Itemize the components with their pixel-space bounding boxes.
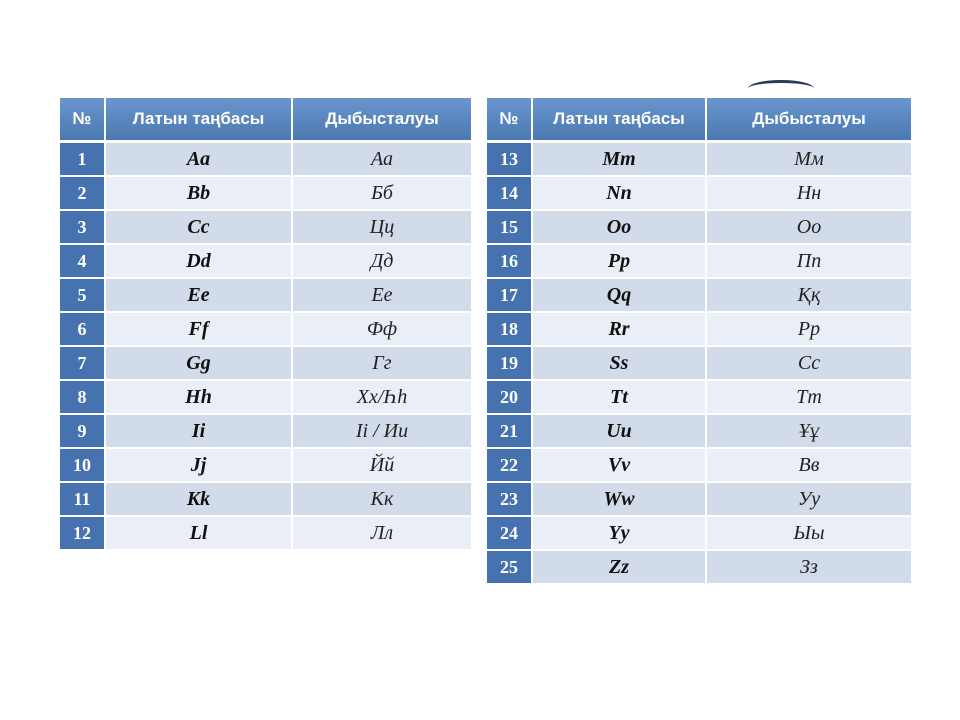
- table-row: [60, 245, 471, 279]
- latin-letter: Yy: [533, 517, 707, 551]
- table-row: [60, 517, 471, 551]
- latin-letter: Tt: [533, 381, 707, 415]
- row-number: 6: [60, 313, 106, 347]
- header-sound: Дыбысталуы: [707, 98, 911, 143]
- row-number: 8: [60, 381, 106, 415]
- latin-letter: Qq: [533, 279, 707, 313]
- row-number: 25: [487, 551, 533, 585]
- cyrillic-sound: Мм: [707, 143, 911, 177]
- cyrillic-sound: Бб: [293, 177, 471, 211]
- row-number: 10: [60, 449, 106, 483]
- cyrillic-sound: Рр: [707, 313, 911, 347]
- latin-letter: Ii: [106, 415, 293, 449]
- latin-letter: Kk: [106, 483, 293, 517]
- header-num: №: [60, 98, 106, 143]
- row-number: 14: [487, 177, 533, 211]
- cyrillic-sound: Нн: [707, 177, 911, 211]
- row-number: 22: [487, 449, 533, 483]
- header-latin: Латын таңбасы: [533, 98, 707, 143]
- latin-letter: Mm: [533, 143, 707, 177]
- latin-letter: Ll: [106, 517, 293, 551]
- cyrillic-sound: Аа: [293, 143, 471, 177]
- latin-letter: Pp: [533, 245, 707, 279]
- table-row: [487, 313, 911, 347]
- row-number: 2: [60, 177, 106, 211]
- latin-letter: Ee: [106, 279, 293, 313]
- cyrillic-sound: Гг: [293, 347, 471, 381]
- latin-letter: Hh: [106, 381, 293, 415]
- latin-letter: Oo: [533, 211, 707, 245]
- row-number: 12: [60, 517, 106, 551]
- header-row: [60, 98, 471, 143]
- latin-letter: Vv: [533, 449, 707, 483]
- table-body: [60, 143, 471, 551]
- table-row: [487, 551, 911, 585]
- cyrillic-sound: Ыы: [707, 517, 911, 551]
- cyrillic-sound: Пп: [707, 245, 911, 279]
- row-number: 24: [487, 517, 533, 551]
- row-number: 3: [60, 211, 106, 245]
- row-number: 11: [60, 483, 106, 517]
- header-sound: Дыбысталуы: [293, 98, 471, 143]
- row-number: 7: [60, 347, 106, 381]
- latin-letter: Bb: [106, 177, 293, 211]
- latin-letter: Rr: [533, 313, 707, 347]
- cyrillic-sound: Дд: [293, 245, 471, 279]
- cyrillic-sound: Хх/Һһ: [293, 381, 471, 415]
- cyrillic-sound: Тт: [707, 381, 911, 415]
- table-row: [487, 143, 911, 177]
- cyrillic-sound: Зз: [707, 551, 911, 585]
- latin-letter: Jj: [106, 449, 293, 483]
- cyrillic-sound: Уу: [707, 483, 911, 517]
- row-number: 4: [60, 245, 106, 279]
- row-number: 5: [60, 279, 106, 313]
- cyrillic-sound: Фф: [293, 313, 471, 347]
- cyrillic-sound: Цц: [293, 211, 471, 245]
- latin-letter: Ff: [106, 313, 293, 347]
- row-number: 23: [487, 483, 533, 517]
- header-row: [487, 98, 911, 143]
- header-num: №: [487, 98, 533, 143]
- cyrillic-sound: Сс: [707, 347, 911, 381]
- alphabet-table-left: [60, 98, 471, 551]
- latin-letter: Zz: [533, 551, 707, 585]
- cyrillic-sound: Вв: [707, 449, 911, 483]
- table-row: [487, 517, 911, 551]
- cyrillic-sound: Ее: [293, 279, 471, 313]
- table-row: [487, 483, 911, 517]
- cyrillic-sound: Іі / Ии: [293, 415, 471, 449]
- table-row: [487, 245, 911, 279]
- row-number: 15: [487, 211, 533, 245]
- table-row: [60, 483, 471, 517]
- row-number: 19: [487, 347, 533, 381]
- latin-letter: Ss: [533, 347, 707, 381]
- latin-letter: Gg: [106, 347, 293, 381]
- cyrillic-sound: Ұұ: [707, 415, 911, 449]
- table-row: [487, 211, 911, 245]
- row-number: 16: [487, 245, 533, 279]
- header-latin: Латын таңбасы: [106, 98, 293, 143]
- latin-letter: Nn: [533, 177, 707, 211]
- latin-letter: Ww: [533, 483, 707, 517]
- table-row: [60, 381, 471, 415]
- table-row: [60, 177, 471, 211]
- cyrillic-sound: Кк: [293, 483, 471, 517]
- cyrillic-sound: Ққ: [707, 279, 911, 313]
- table-row: [487, 347, 911, 381]
- table-row: [487, 415, 911, 449]
- latin-letter: Aa: [106, 143, 293, 177]
- row-number: 21: [487, 415, 533, 449]
- table-row: [60, 313, 471, 347]
- table-row: [487, 279, 911, 313]
- decorative-arc: [748, 80, 814, 97]
- row-number: 9: [60, 415, 106, 449]
- table-row: [60, 449, 471, 483]
- row-number: 20: [487, 381, 533, 415]
- table-row: [60, 211, 471, 245]
- table-row: [60, 143, 471, 177]
- table-row: [60, 347, 471, 381]
- cyrillic-sound: Лл: [293, 517, 471, 551]
- table-row: [487, 381, 911, 415]
- latin-letter: Uu: [533, 415, 707, 449]
- row-number: 1: [60, 143, 106, 177]
- alphabet-table-right: [487, 98, 911, 585]
- row-number: 18: [487, 313, 533, 347]
- table-row: [60, 415, 471, 449]
- latin-letter: Dd: [106, 245, 293, 279]
- cyrillic-sound: Оо: [707, 211, 911, 245]
- table-body: [487, 143, 911, 585]
- latin-letter: Cc: [106, 211, 293, 245]
- cyrillic-sound: Йй: [293, 449, 471, 483]
- table-row: [60, 279, 471, 313]
- table-row: [487, 449, 911, 483]
- row-number: 13: [487, 143, 533, 177]
- table-row: [487, 177, 911, 211]
- row-number: 17: [487, 279, 533, 313]
